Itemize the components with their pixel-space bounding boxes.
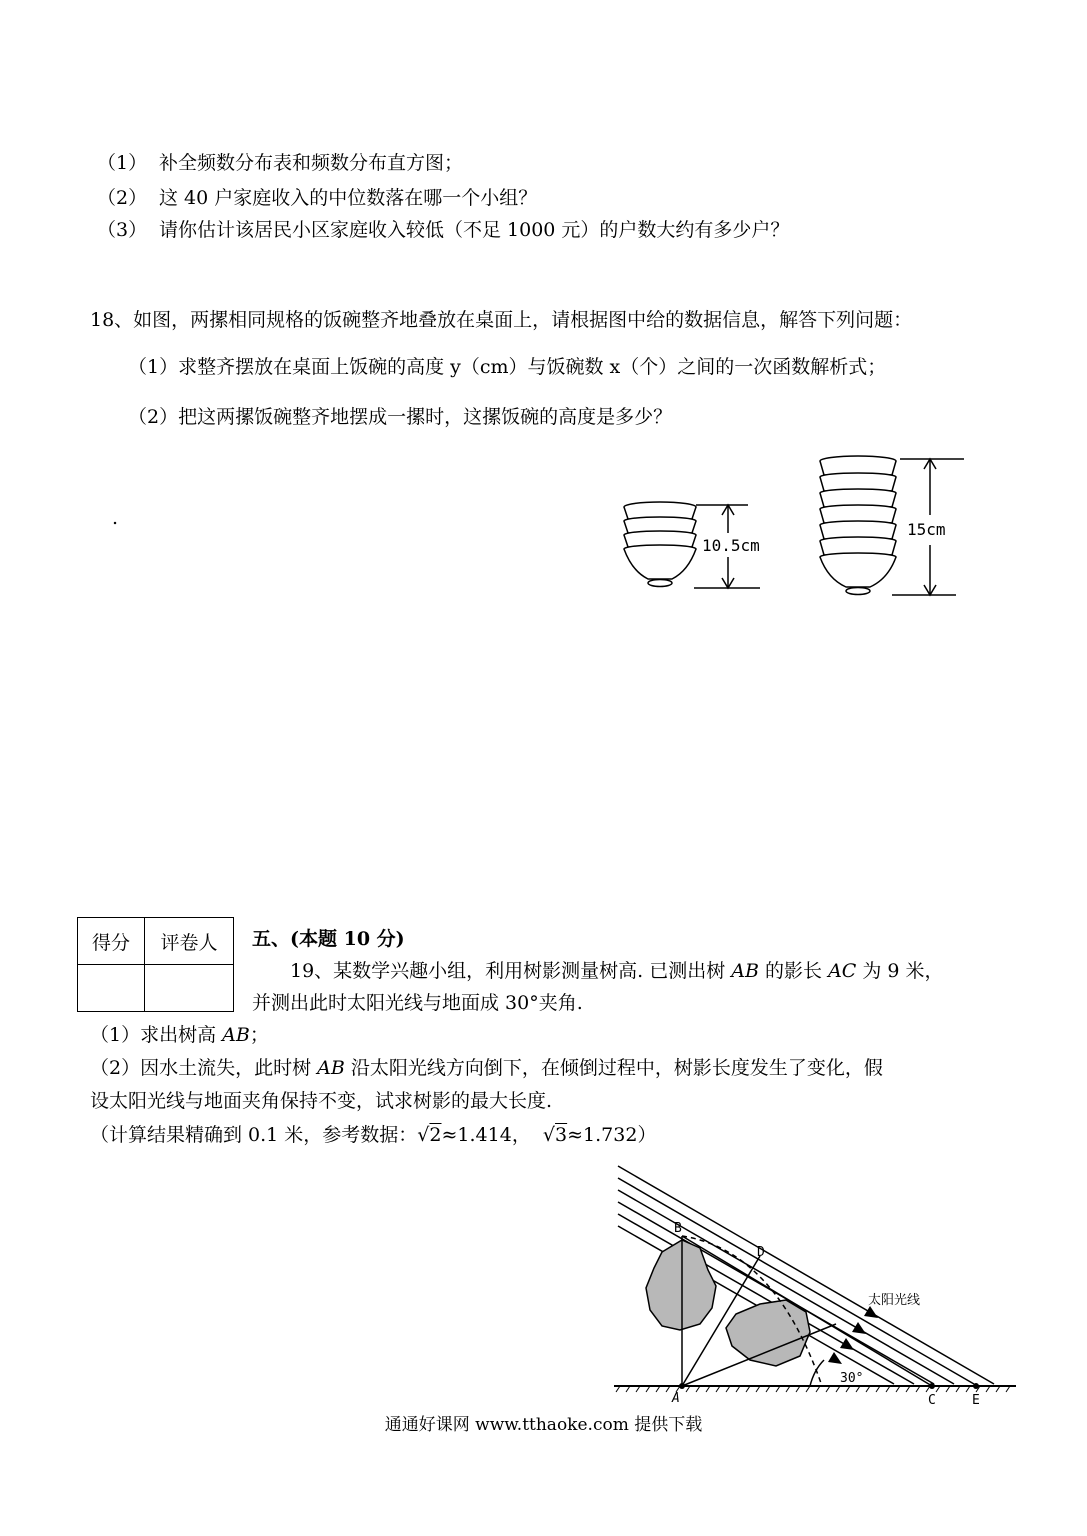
- q19-part2-b: 沿太阳光线方向倒下，在倾倒过程中，树影长度发生了变化，假: [344, 1057, 883, 1079]
- note-sqrt3: 3: [555, 1124, 568, 1146]
- section-title: 五、(本题 10 分): [252, 928, 405, 950]
- label-a: A: [672, 1391, 680, 1406]
- q19-part1-a: （1）求出树高: [90, 1024, 223, 1046]
- sqrt-icon: √: [417, 1124, 430, 1146]
- q17-item-2-text: 这 40 户家庭收入的中位数落在哪一个小组？: [159, 187, 538, 209]
- page-footer: 通通好课网 www.tthaoke.com 提供下载: [384, 1415, 703, 1435]
- grader-header: 评卷人: [145, 918, 234, 965]
- q19-part2: [90, 1055, 883, 1081]
- label-e: E: [972, 1393, 980, 1408]
- q19-line1: [290, 958, 944, 984]
- q18-part2: （2）把这两摞饭碗整齐地摆成一摞时，这摞饭碗的高度是多少？: [128, 406, 673, 428]
- stray-dot: .: [112, 507, 119, 529]
- q19-part1-ab: AB: [222, 1024, 250, 1046]
- label-d: D: [757, 1245, 765, 1260]
- q19-part2-a: （2）因水土流失，此时树: [90, 1057, 318, 1079]
- left-bowl-stack: [624, 502, 696, 587]
- bowls-figure: [600, 445, 980, 605]
- label-c: C: [928, 1393, 936, 1408]
- note-text-a: （计算结果精确到 0.1 米，参考数据：: [90, 1124, 418, 1146]
- q19-ac: AC: [828, 960, 857, 982]
- note-text-c: ≈1.732）: [567, 1124, 657, 1146]
- tree-shadow-figure: [610, 1160, 1020, 1410]
- q19-note: [90, 1122, 656, 1148]
- q18-part1: （1）求整齐摆放在桌面上饭碗的高度 y（cm）与饭碗数 x（个）之间的一次函数解析式；: [128, 356, 887, 378]
- right-height-label: 15cm: [907, 520, 946, 539]
- q19-part1: [90, 1022, 269, 1048]
- q18-stem: 18、如图，两摞相同规格的饭碗整齐地叠放在桌面上，请根据图中给的数据信息，解答下列问题：: [90, 309, 913, 331]
- score-header: 得分: [78, 918, 145, 965]
- note-sqrt2: 2: [429, 1124, 442, 1146]
- q17-item-1-num: （1）: [97, 152, 148, 174]
- tree-foliage-upright: [646, 1240, 716, 1330]
- grader-cell[interactable]: [145, 965, 234, 1012]
- q19-line2: 并测出此时太阳光线与地面成 30°夹角.: [252, 992, 583, 1014]
- score-cell[interactable]: [78, 965, 145, 1012]
- q19-part1-b: ；: [249, 1024, 269, 1046]
- left-height-label: 10.5cm: [702, 536, 760, 555]
- q19-part2-line2: 设太阳光线与地面夹角保持不变，试求树影的最大长度.: [90, 1090, 553, 1112]
- q17-item-3: [97, 217, 789, 243]
- q19-text-c: 为 9 米，: [856, 960, 944, 982]
- q17-item-3-text: 请你估计该居民小区家庭收入较低（不足 1000 元）的户数大约有多少户？: [159, 219, 790, 241]
- q17-item-2-num: （2）: [97, 187, 148, 209]
- q17-item-1: [97, 150, 463, 176]
- tree-foliage-fallen: [726, 1300, 810, 1366]
- note-text-b: ≈1.414，: [441, 1124, 531, 1146]
- q19-part2-ab: AB: [317, 1057, 345, 1079]
- label-b: B: [674, 1221, 682, 1236]
- q17-item-3-num: （3）: [97, 219, 148, 241]
- q19-text-b: 的影长: [758, 960, 829, 982]
- q17-item-2: [97, 185, 537, 211]
- q19-ab: AB: [731, 960, 759, 982]
- q19-text-a: 19、某数学兴趣小组，利用树影测量树高. 已测出树: [290, 960, 732, 982]
- q17-item-1-text: 补全频数分布表和频数分布直方图；: [159, 152, 464, 174]
- right-bowl-stack: [820, 456, 896, 595]
- sqrt-icon: √: [542, 1124, 556, 1146]
- angle-label: 30°: [840, 1371, 864, 1386]
- score-table: [77, 917, 234, 1012]
- sunlight-label: 太阳光线: [868, 1293, 921, 1308]
